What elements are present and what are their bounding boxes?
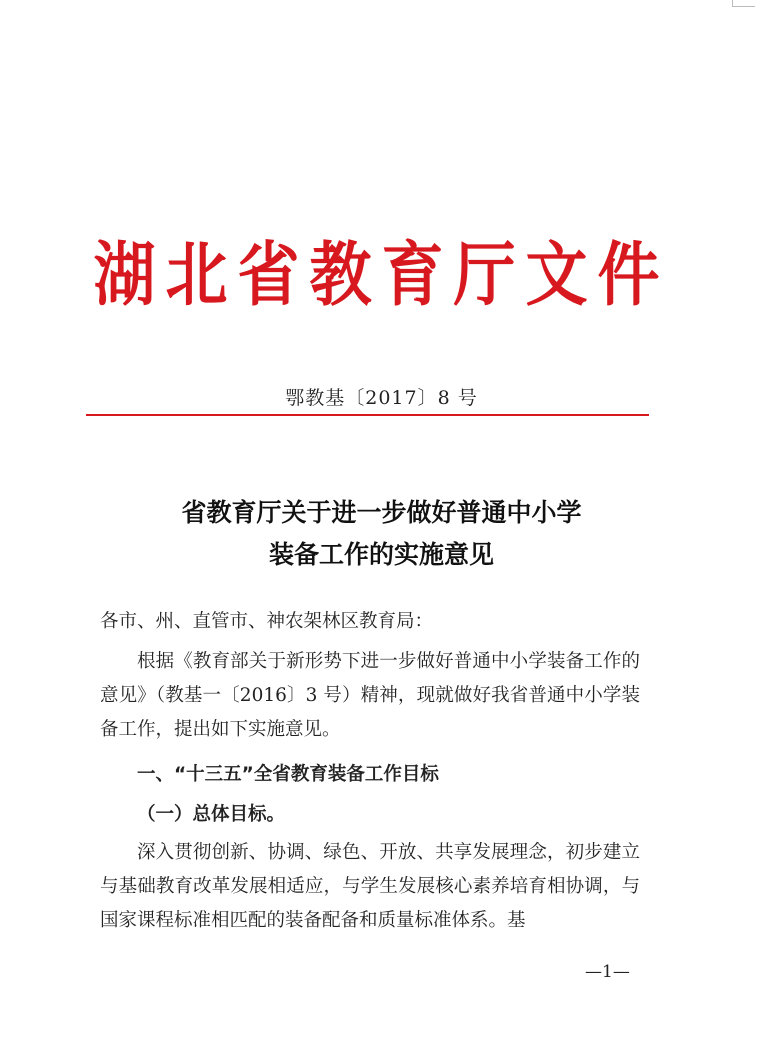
document-title-line-2: 装备工作的实施意见 [268,540,494,569]
scan-corner-mark [732,0,755,7]
document-number: 鄂教基〔2017〕8 号 [285,387,478,409]
page-number: —1— [585,962,630,982]
section-heading-1: 一、“十三五”全省教育装备工作目标 [137,764,439,785]
red-separator-line [86,414,649,416]
document-title [0,492,763,576]
issuer-header-title: 湖北省教育厅文件 [93,233,670,316]
addressee-line: 各市、州、直管市、神农架林区教育局： [100,611,434,632]
body-paragraph-2: 深入贯彻创新、协调、绿色、开放、共享发展理念，初步建立与基础教育改革发展相适应，与学生发展核心素养培育相协调，与国家课程标准相匹配的装备配备和质量标准体系。基 [100,842,640,931]
subsection-heading-1: （一）总体目标。 [137,804,286,825]
body-paragraph-1: 根据《教育部关于新形势下进一步做好普通中小学装备工作的意见》（教基一〔2016〕3 号）精神，现就做好我省普通中小学装备工作，提出如下实施意见。 [100,651,640,740]
document-title-line-1: 省教育厅关于进一步做好普通中小学 [181,498,582,527]
